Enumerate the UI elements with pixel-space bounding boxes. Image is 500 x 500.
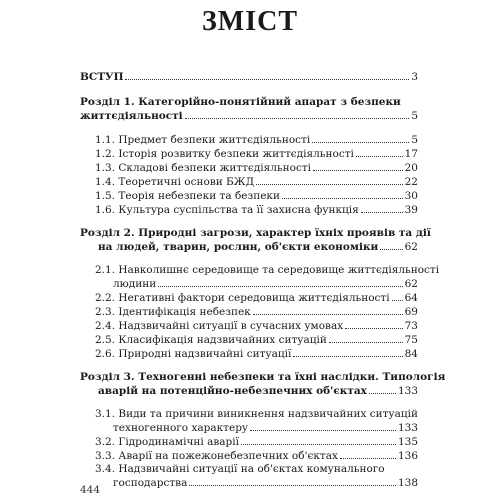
toc-page-number: 39: [404, 204, 418, 216]
toc-item-label-line2: техногенного характеру: [113, 422, 249, 434]
leader-dots: [158, 277, 402, 287]
leader-dots: [241, 435, 396, 445]
toc-item-label: 1.4. Теоретичні основи БЖД: [95, 176, 255, 188]
leader-dots: [293, 347, 402, 357]
leader-dots: [282, 189, 403, 199]
toc-item-label-line2: господарства: [113, 477, 188, 489]
toc-section-title-line2: на людей, тварин, рослин, об'єкти економіки: [98, 241, 379, 253]
toc-item-1-1[interactable]: [80, 133, 418, 147]
toc-item-1-6[interactable]: [80, 203, 418, 217]
leader-dots: [345, 319, 403, 329]
toc-section-1[interactable]: [80, 96, 418, 123]
toc-section-3[interactable]: [80, 371, 446, 398]
leader-dots: [185, 109, 410, 119]
toc-item-label: 3.2. Гідродинамічні аварії: [95, 436, 239, 448]
toc-page-number: 73: [404, 320, 418, 332]
toc-item-label: 1.5. Теорія небезпеки та безпеки: [95, 190, 280, 202]
leader-dots: [125, 70, 409, 80]
toc-item-label: 2.3. Ідентифікація небезпек: [95, 306, 251, 318]
toc-page-number: 135: [397, 436, 418, 448]
toc-page-number: 69: [404, 306, 418, 318]
leader-dots: [312, 133, 409, 143]
toc-item-label-line1: 3.4. Надзвичайні ситуації на об'єктах комунального: [95, 463, 385, 475]
toc-section-title-line1: Розділ 3. Техногенні небезпеки та їхні наслідки. Типологія: [80, 371, 446, 383]
toc-item-2-1[interactable]: [80, 264, 440, 291]
toc-item-label-line1: 3.1. Види та причини виникнення надзвичайних ситуацій: [95, 408, 418, 420]
toc-section-title-line1: Розділ 2. Природні загрози, характер їхніх проявів та дії: [80, 227, 431, 239]
toc-item-3-2[interactable]: [80, 435, 418, 449]
toc-page-number: 3: [411, 71, 418, 83]
leader-dots: [361, 203, 403, 213]
toc-item-3-1[interactable]: [80, 408, 418, 435]
toc-item-1-3[interactable]: [80, 161, 418, 175]
table-of-contents: [80, 70, 446, 490]
toc-entry-label: ВСТУП: [80, 71, 124, 83]
toc-item-label: 2.6. Природні надзвичайні ситуації: [95, 348, 292, 360]
toc-item-label: 2.4. Надзвичайні ситуації в сучасних умовах: [95, 320, 344, 332]
leader-dots: [340, 449, 396, 459]
toc-section-title-line1: Розділ 1. Категорійно-понятійний апарат з безпеки: [80, 96, 401, 108]
toc-page-number: 5: [411, 110, 418, 122]
leader-dots: [189, 476, 396, 486]
toc-item-3-3[interactable]: [80, 449, 418, 463]
leader-dots: [256, 175, 403, 185]
toc-item-label-line2: людини: [113, 278, 157, 290]
toc-item-label-line1: 2.1. Навколишнє середовище та середовище життєдіяльності: [95, 264, 440, 276]
toc-page-number: 22: [404, 176, 418, 188]
toc-section-2[interactable]: [80, 227, 431, 254]
toc-page-number: 17: [404, 148, 418, 160]
toc-item-label: 2.5. Класифікація надзвичайних ситуацій: [95, 334, 327, 346]
toc-page-number: 20: [404, 162, 418, 174]
toc-item-label: 1.3. Складові безпеки життєдіяльності: [95, 162, 312, 174]
toc-item-2-5[interactable]: [80, 333, 418, 347]
toc-page-number: 62: [404, 278, 418, 290]
toc-item-label: 1.6. Культура суспільства та її захисна функція: [95, 204, 359, 216]
leader-dots: [380, 240, 402, 250]
toc-item-1-5[interactable]: [80, 189, 418, 203]
leader-dots: [369, 384, 396, 394]
leader-dots: [250, 421, 396, 431]
toc-item-2-4[interactable]: [80, 319, 418, 333]
toc-item-label: 3.3. Аварії на пожежонебезпечних об'єктах: [95, 450, 338, 462]
toc-page-number: 138: [397, 477, 418, 489]
leader-dots: [253, 305, 403, 315]
toc-entry-intro[interactable]: [80, 70, 418, 84]
toc-page-number: 84: [404, 348, 418, 360]
toc-page-number: 133: [397, 422, 418, 434]
page-number: 444: [80, 484, 101, 496]
toc-item-2-2[interactable]: [80, 291, 418, 305]
page-title: ЗМІСТ: [202, 6, 298, 37]
toc-item-3-4[interactable]: [80, 463, 418, 490]
toc-item-label: 1.2. Історія розвитку безпеки життєдіяльності: [95, 148, 354, 160]
leader-dots: [329, 333, 403, 343]
toc-page-number: 62: [404, 241, 418, 253]
leader-dots: [392, 291, 403, 301]
toc-page-number: 30: [404, 190, 418, 202]
toc-section-title-line2: життєдіяльності: [80, 110, 183, 122]
toc-item-2-3[interactable]: [80, 305, 418, 319]
toc-page-number: 5: [411, 134, 418, 146]
toc-item-2-6[interactable]: [80, 347, 418, 361]
toc-item-label: 1.1. Предмет безпеки життєдіяльності: [95, 134, 311, 146]
toc-section-title-line2: аварій на потенційно-небезпечних об'єктах: [98, 385, 367, 397]
toc-page-number: 64: [404, 292, 418, 304]
toc-page-number: 133: [397, 385, 418, 397]
toc-item-1-2[interactable]: [80, 147, 418, 161]
toc-page-number: 75: [404, 334, 418, 346]
toc-item-1-4[interactable]: [80, 175, 418, 189]
toc-item-label: 2.2. Негативні фактори середовища життєдіяльності: [95, 292, 390, 304]
leader-dots: [356, 147, 403, 157]
toc-page-number: 136: [397, 450, 418, 462]
leader-dots: [313, 161, 403, 171]
